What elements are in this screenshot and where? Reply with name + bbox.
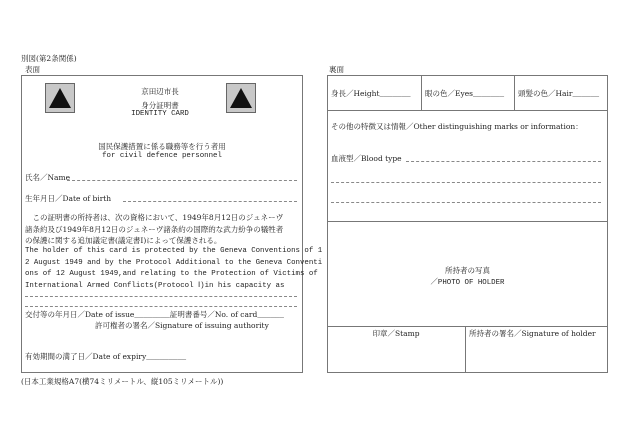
purpose-en: for civil defence personnel bbox=[102, 152, 222, 160]
hair-label: 頭髪の色／Hair bbox=[518, 89, 573, 98]
statement-en bbox=[25, 246, 322, 292]
other-marks-field-2[interactable] bbox=[331, 202, 601, 203]
card-title-ja: 身分証明書 bbox=[141, 101, 179, 110]
civil-defence-triangle-icon bbox=[46, 84, 74, 112]
statement-en-line: International Armed Conflicts(Protocol Ⅰ)in his capacity as bbox=[25, 281, 285, 290]
issue-date-field[interactable]: ________ bbox=[134, 312, 170, 320]
statement-ja-line: 諸条約及び1949年8月12日のジュネーヴ諸条約の国際的な武力紛争の犠牲者 bbox=[25, 224, 284, 234]
statement-en-line: The holder of this card is protected by the Geneva Conventions of 1 bbox=[25, 247, 323, 255]
issuer-title: 京田辺市長 bbox=[141, 87, 179, 96]
expiry-row bbox=[25, 351, 186, 362]
photo-label-ja: 所持者の写真 bbox=[445, 266, 490, 275]
statement-ja-line: の保護に関する追加議定書(議定書Ⅰ)によって保護される。 bbox=[25, 236, 222, 245]
name-field[interactable] bbox=[67, 180, 297, 181]
height-cell bbox=[331, 88, 411, 99]
name-label: 氏名／Name bbox=[25, 173, 71, 182]
dob-field[interactable] bbox=[123, 201, 297, 202]
dob-label: 生年月日／Date of birth bbox=[25, 194, 112, 203]
hair-field[interactable]: ______ bbox=[572, 91, 600, 99]
front-side-label: 表面 bbox=[25, 65, 40, 74]
eyes-cell bbox=[425, 88, 504, 99]
size-note: (日本工業規格A7(横74ミリメートル、縦105ミリメートル)) bbox=[21, 377, 224, 386]
issue-date-row bbox=[25, 309, 284, 320]
expiry-field[interactable]: _________ bbox=[146, 354, 187, 362]
holder-signature-label: 所持者の署名／Signature of holder bbox=[469, 329, 596, 338]
statement-ja-line: この証明書の所持者は、次の資格において、1949年8月12日のジュネーヴ bbox=[25, 213, 284, 222]
blood-type-field[interactable] bbox=[406, 161, 601, 162]
other-marks-field-1[interactable] bbox=[331, 182, 601, 183]
civil-defence-triangle-icon bbox=[227, 84, 255, 112]
capacity-field-2[interactable] bbox=[25, 306, 297, 307]
divider bbox=[421, 75, 422, 111]
card-number-field[interactable]: ______ bbox=[257, 312, 284, 320]
back-side-label: 裏面 bbox=[329, 65, 344, 74]
card-title-en: IDENTITY CARD bbox=[131, 110, 189, 118]
emblem-left bbox=[45, 83, 75, 113]
height-label: 身長／Height bbox=[331, 89, 380, 98]
statement-ja bbox=[25, 212, 283, 247]
issuing-authority-signature-label: 許可権者の署名／Signature of issuing authority bbox=[95, 321, 269, 330]
purpose-ja: 国民保護措置に係る職務等を行う者用 bbox=[98, 142, 226, 151]
emblem-right bbox=[226, 83, 256, 113]
statement-en-line: 2 August 1949 and by the Protocol Additional to the Geneva Conventi bbox=[25, 258, 323, 267]
other-marks-label: その他の特徴又は情報／Other distinguishing marks or information： bbox=[331, 122, 583, 131]
divider bbox=[327, 110, 608, 111]
expiry-label: 有効期間の満了日／Date of expiry bbox=[25, 352, 147, 361]
statement-en-line: ons of 12 August 1949,and relating to the Protection of Victims of bbox=[25, 270, 318, 278]
blood-type-label: 血液型／Blood type bbox=[331, 154, 402, 163]
photo-area bbox=[328, 222, 607, 325]
capacity-field-1[interactable] bbox=[25, 296, 297, 297]
appendix-label: 別図(第2条関係) bbox=[21, 54, 77, 63]
issue-date-label: 交付等の年月日／Date of issue bbox=[25, 310, 135, 319]
card-number-label: 証明書番号／No. of card bbox=[169, 310, 258, 319]
hair-cell bbox=[518, 88, 599, 99]
eyes-label: 眼の色／Eyes bbox=[425, 89, 473, 98]
photo-label-en: ／PHOTO OF HOLDER bbox=[430, 279, 505, 287]
divider bbox=[327, 326, 608, 327]
divider bbox=[514, 75, 515, 111]
eyes-field[interactable]: _______ bbox=[473, 91, 505, 99]
height-field[interactable]: _______ bbox=[379, 91, 411, 99]
stamp-label: 印章／Stamp bbox=[372, 329, 420, 338]
divider bbox=[465, 326, 466, 373]
